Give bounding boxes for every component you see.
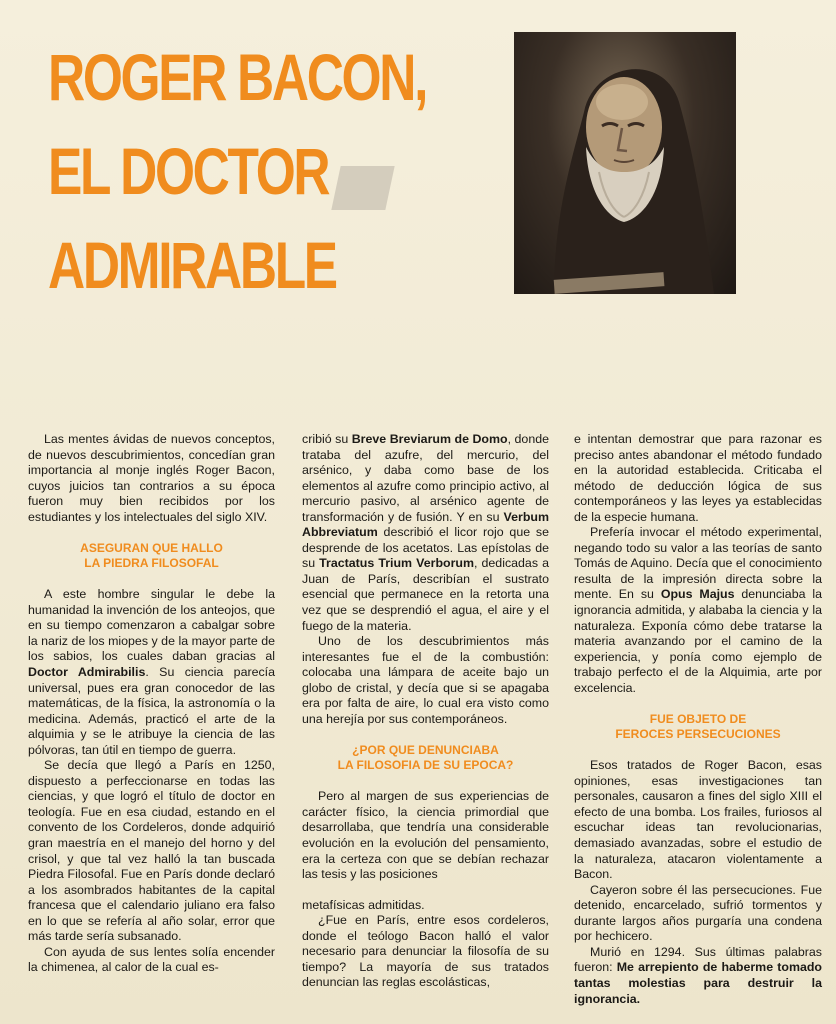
paragraph: Uno de los descubrimientos más interesantes fue el de la combustión: colocaba una lámpara de aceite bajo un globo de cristal, y decía que si se apagaba era por falta de aire, lo cual era visto como una herejía por sus contemporáneos. [302,634,549,726]
text-run: , donde trataba del azufre, del mercurio, del arsénico, y daba como base de los elementos al azufre como principio activo, al mercurio pasivo, al arsénico agente de transformación y de fusión. Y en su [302,432,549,524]
paragraph [28,587,275,758]
title-line-2: EL DOCTOR [48,134,329,208]
article-title [48,30,427,312]
title-line-3: ADMIRABLE [48,228,336,302]
paragraph: Las mentes ávidas de nuevos conceptos, de nuevos descubrimientos, concedían gran importancia al monje inglés Roger Bacon, cuyos juicios tan contrarios a su época fueron muy bien recibidos por los estudiantes y los intelectuales del siglo XIV. [28,432,275,524]
text-run: Murió en 1294. Sus últimas palabras fueron: [574,944,822,975]
paragraph: Se decía que llegó a París en 1250, dispuesto a perfeccionarse en todas las ciencias, y que logró el título de doctor en teología. Fue en esa ciudad, estando en el convento de los Cordeleros, donde adquirió gran maestría en el manejo del horno y del crisol, y que tal vez halló la tan buscada Piedra Filosofal. Fue en París donde declaró a los asombrados habitantes de la capital francesa que el calendario juliano era falso en lo que se refería al año solar, error que más tarde sería subsanado. [28,758,275,944]
paragraph: metafísicas admitidas. [302,897,425,912]
article-column-1 [28,432,275,976]
bold-text: Opus Majus [660,587,735,602]
article-column-3 [574,432,822,1007]
paragraph: ¿Fue en París, entre esos cordeleros, donde el teólogo Bacon halló el valor necesario para denunciar la filosofía de su tiempo? La mayoría de sus tratados denuncian las reglas escolásticas, [302,913,549,990]
paragraph [302,432,549,634]
section-heading-1 [28,541,275,571]
paragraph: Con ayuda de sus lentes solía encender la chimenea, al calor de la cual es- [28,944,275,975]
bold-text: Verbum Abbreviatum [302,509,549,540]
heading-line: ASEGURAN QUE HALLO [80,541,223,556]
paragraph: Cayeron sobre él las persecuciones. Fue detenido, encarcelado, sufrió tormentos y durante largos años purgaría una condena por hechicero. [574,882,822,944]
bold-text: Breve Breviarum de Domo [351,432,508,446]
bold-text: Doctor Admirabilis [28,665,146,680]
text-run: A este hombre singular le debe la humanidad la invención de los anteojos, que en su tiempo comenzaron a cabalgar sobre la nariz de los miopes y de la mayor parte de los sabios, los cuales daban gracias al [28,587,275,664]
text-run: denunciaba la ignorancia admitida, y alababa la ciencia y la naturaleza. Exponía cómo debe tratarse la materia avanzando por el camino de la experiencia, y ponía como ejemplo de trabajo perfecto el de la Alquimia, arte por excelencia. [574,587,823,695]
print-smudge [331,166,394,210]
bold-text: Tractatus Trium Verborum [319,556,474,571]
text-run: cribió su [302,432,352,446]
bold-text: Me arrepiento de haberme tomado tantas molestias para destruir la ignorancia. [574,960,822,1006]
title-line-1: ROGER BACON, [48,40,427,114]
heading-line: FUE OBJETO DE [649,712,747,727]
paragraph: e intentan demostrar que para razonar es preciso antes abandonar el método fundado en la autoridad establecida. Criticaba el método de deducción lógica de sus contemporáneos y las leyes ya establecidas de la especie humana. [574,432,822,524]
portrait-illustration [514,32,736,294]
heading-line: LA FILOSOFIA DE SU EPOCA? [337,758,514,773]
paragraph [574,525,822,696]
text-run: . Su ciencia parecía universal, pues era gran conocedor de las matemáticas, de la física, la astronomía o la medicina. Además, practicó el arte de la alquimia y se le atribuye la ciencia de las pólvoras, tan útil en tiempo de guerra. [28,665,276,757]
paragraph: Pero al margen de sus experiencias de carácter físico, la ciencia primordial que desarrollaba, que tendría una considerable evolución en la evolución del pensamiento, era la certeza con que se debían rechazar las tesis y las posiciones [302,789,549,882]
heading-line: LA PIEDRA FILOSOFAL [84,556,219,571]
section-heading-2 [302,743,549,773]
article-column-2 [302,432,549,991]
roger-bacon-portrait [514,32,736,294]
text-run: , dedicadas a Juan de París, describían el sustrato esencial que permanece en la retorta una vez que se desprendió el agua, el aire y el fuego de la materia. [302,556,549,633]
heading-line: ¿POR QUE DENUNCIABA [352,743,499,758]
heading-line: FEROCES PERSECUCIONES [615,727,781,742]
text-run: describió el licor rojo que se desprende de los acetatos. Las epístolas de su [302,525,549,571]
section-heading-3 [574,712,822,742]
paragraph: Esos tratados de Roger Bacon, esas opiniones, esas investigaciones tan personales, causaron a fines del siglo XIII el efecto de una bomba. Los frailes, furiosos al escuchar ideas tan revolucionarias, demasiado avanzadas, sobre el estudio de la naturaleza, atacaron violentamente a Bacon. [574,758,822,882]
text-run: Prefería invocar el método experimental, negando todo su valor a las teorías de santo Tomás de Aquino. Decía que el conocimiento resulta de la impresión directa sobre la mente. En su [574,525,822,602]
paragraph [574,945,822,1007]
